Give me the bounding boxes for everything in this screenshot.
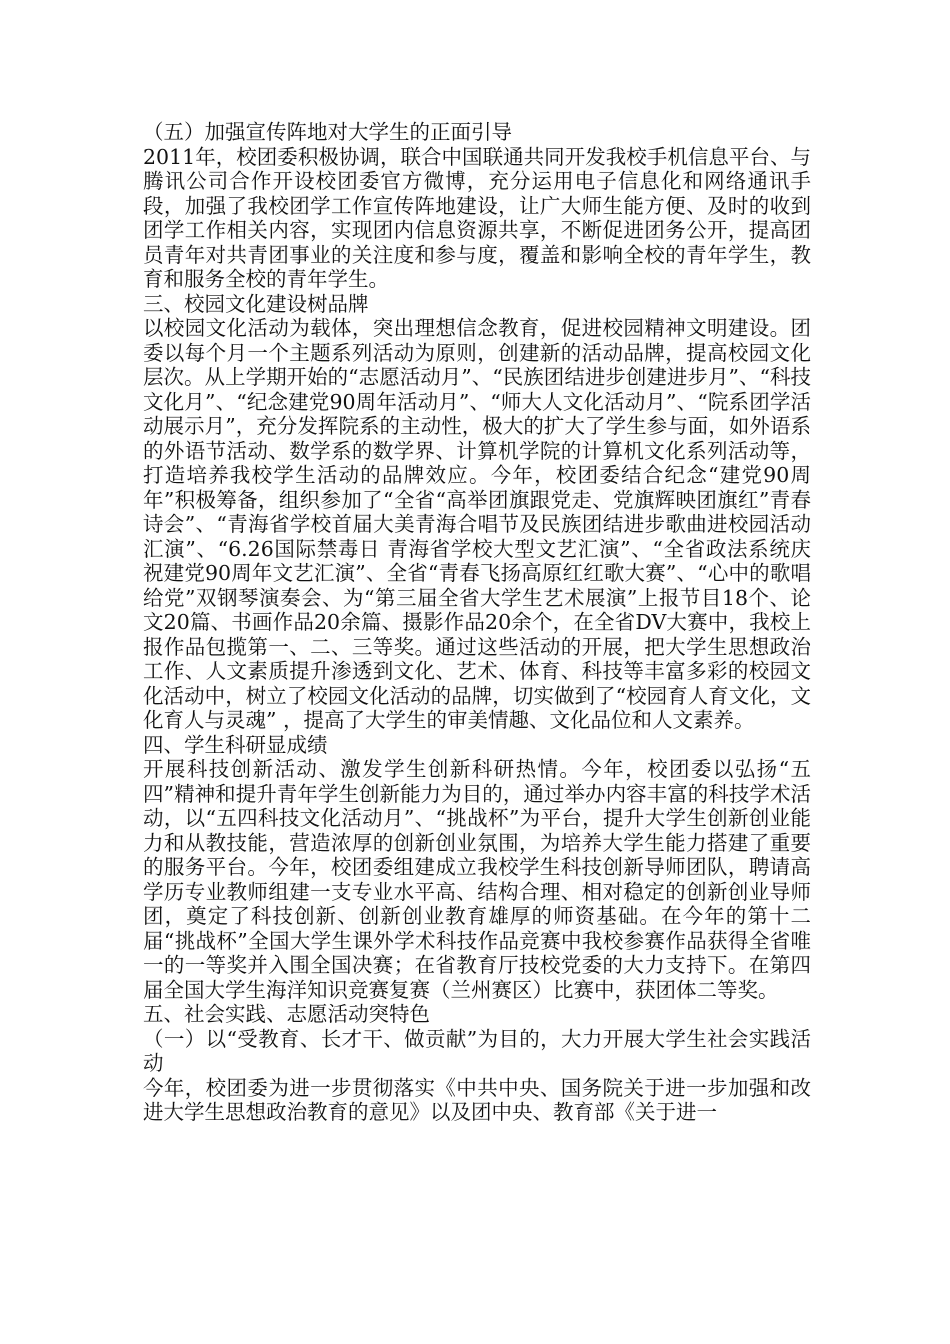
document-page [143,120,811,1125]
subheading-one-social-practice: （一）以“受教育、长才干、做贡献”为目的，大力开展大学生社会实践活动 [143,1026,811,1075]
heading-four-research: 四、学生科研显成绩 [143,732,328,757]
paragraph-campus-culture-body: 以校园文化活动为载体，突出理想信念教育，促进校园精神文明建设。团委以每个月一个主题系列活动为原则，创建新的活动品牌，提高校园文化层次。从上学期开始的“志愿活动月”、“民族团结进步创建进步月”、“科技文化月”、“纪念建党90周年活动月”、“师大人文化活动月”、“院系团学活动展示月”，充分发挥院系的主动性，极大的扩大了学生参与面，如外语系的外语节活动、数学系的数学界、计算机学院的计算机文化系列活动等，打造培养我校学生活动的品牌效应。今年，校团委结合纪念“建党90周年”积极筹备，组织参加了“全省“高举团旗跟党走、党旗辉映团旗红”青春诗会”、“青海省学校首届大美青海合唱节及民族团结进步歌曲进校园活动汇演”、“6.26国际禁毒日 青海省学校大型文艺汇演”、“全省政法系统庆祝建党90周年文艺汇演”、全省“青春飞扬高原红红歌大赛”、“心中的歌唱给党”双钢琴演奏会、为“第三届全省大学生艺术展演”上报节目18个、论文20篇、书画作品20余篇、摄影作品20余个，在全省DV大赛中，我校上报作品包揽第一、二、三等奖。通过这些活动的开展，把大学生思想政治工作、人文素质提升渗透到文化、艺术、体育、科技等丰富多彩的校园文化活动中，树立了校园文化活动的品牌，切实做到了“校园育人育文化，文化育人与灵魂” ，提高了大学生的审美情趣、文化品位和人文素养。 [143,316,811,732]
paragraph-social-practice-body: 今年，校团委为进一步贯彻落实《中共中央、国务院关于进一步加强和改进大学生思想政治教育的意见》以及团中央、教育部《关于进一 [143,1075,811,1124]
paragraph-research-body: 开展科技创新活动、激发学生创新科研热情。今年，校团委以弘扬“五四”精神和提升青年学生创新能力为目的，通过举办内容丰富的科技学术活动，以“五四科技文化活动月”、“挑战杯”为平台，提升大学生创新创业能力和从教技能，营造浓厚的创新创业氛围，为培养大学生能力搭建了重要的服务平台。今年，校团委组建成立我校学生科技创新导师团队，聘请高学历专业教师组建一支专业水平高、结构合理、相对稳定的创新创业导师团，奠定了科技创新、创新创业教育雄厚的师资基础。在今年的第十二届“挑战杯”全国大学生课外学术科技作品竞赛中我校参赛作品获得全省唯一的一等奖并入围全国决赛；在省教育厅技校党委的大力支持下。在第四届全国大学生海洋知识竞赛复赛（兰州赛区）比赛中，获团体二等奖。 [143,757,811,1002]
heading-five-social-practice: 五、社会实践、志愿活动突特色 [143,1002,430,1026]
heading-five-propaganda: （五）加强宣传阵地对大学生的正面引导 [143,120,512,144]
paragraph-propaganda-body: 2011年，校团委积极协调，联合中国联通共同开发我校手机信息平台、与腾讯公司合作开设校团委官方微博，充分运用电子信息化和网络通讯手段，加强了我校团学工作宣传阵地建设，让广大师生能方便、及时的收到团学工作相关内容，实现团内信息资源共享，不断促进团务公开，提高团员青年对共青团事业的关注度和参与度，覆盖和影响全校的青年学生，教育和服务全校的青年学生。 [143,144,811,291]
heading-three-campus-culture: 三、校园文化建设树品牌 [143,291,369,316]
